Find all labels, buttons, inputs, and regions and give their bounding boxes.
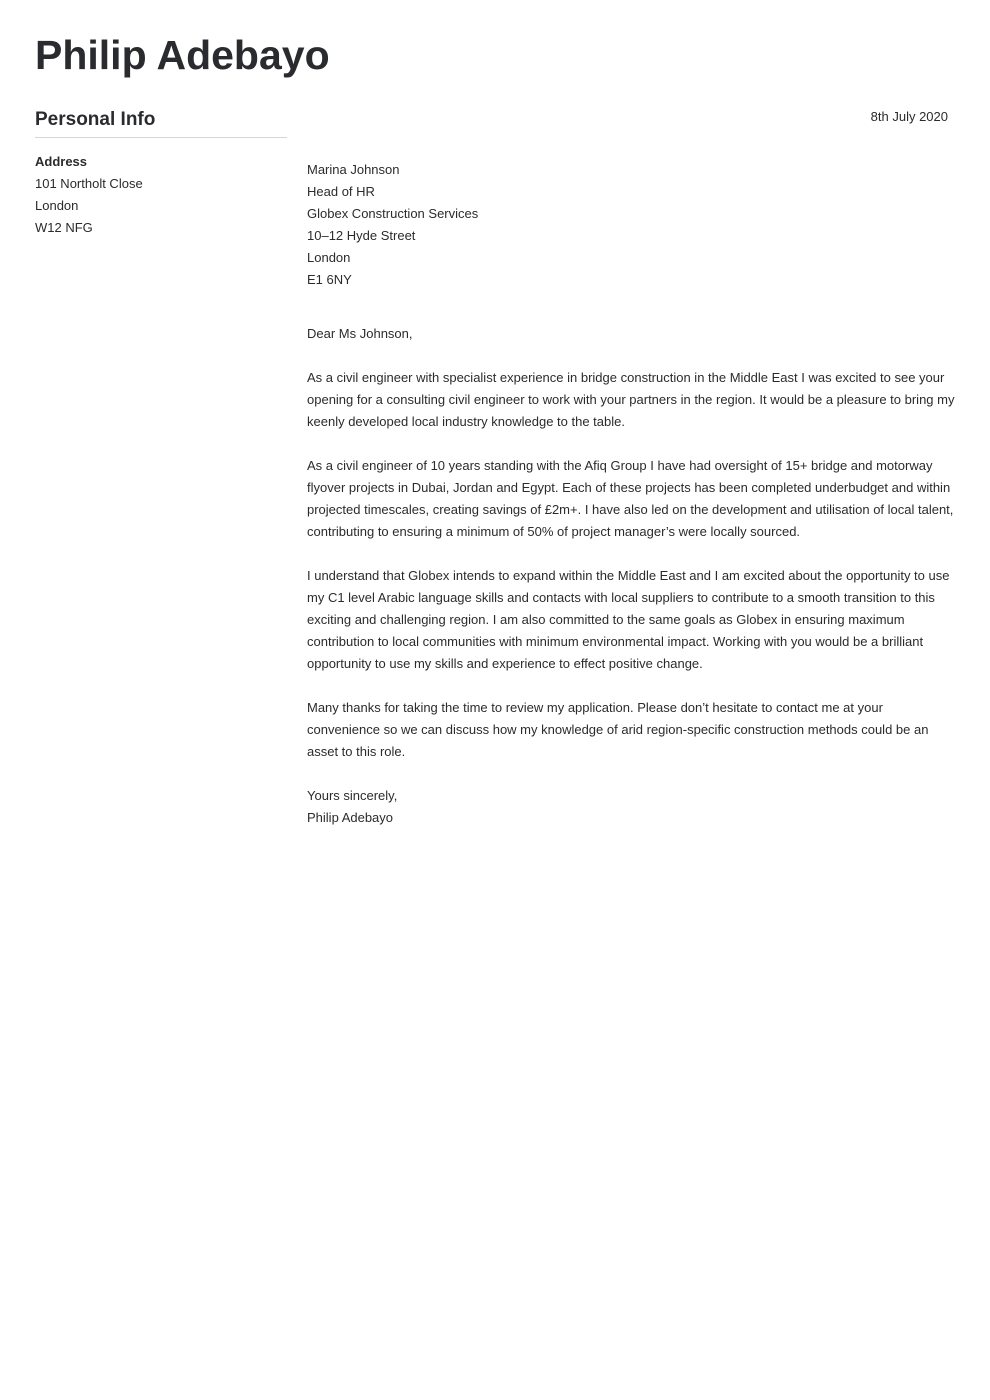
recipient-street: 10–12 Hyde Street (307, 228, 416, 243)
recipient-name: Marina Johnson (307, 162, 400, 177)
recipient-block (307, 159, 957, 291)
paragraph: As a civil engineer with specialist experience in bridge construction in the Middle East I was excited to see your opening for a consulting civil engineer to work with your partners in the region. It would be a pleasure to bring my keenly developed local industry knowledge to the table. (307, 370, 955, 429)
address-line: W12 NFG (35, 220, 93, 235)
sidebar (35, 108, 287, 239)
paragraph: As a civil engineer of 10 years standing with the Afiq Group I have had oversight of 15+ bridge and motorway flyover projects in Dubai, Jordan and Egypt. Each of these projects has been completed underbudget and within projected timescales, creating savings of £2m+. I have also led on the development and utilisation of local talent, contributing to ensuring a minimum of 50% of project manager’s were locally sourced. (307, 458, 954, 539)
recipient-title: Head of HR (307, 184, 375, 199)
address-line: 101 Northolt Close (35, 176, 143, 191)
recipient-city: London (307, 250, 351, 265)
recipient-postcode: E1 6NY (307, 272, 352, 287)
address-line: London (35, 198, 79, 213)
recipient-company: Globex Construction Services (307, 206, 479, 221)
letter-body (307, 159, 957, 829)
applicant-name: Philip Adebayo (35, 32, 330, 78)
personal-info-heading: Personal Info (35, 108, 287, 138)
letter-date: 8th July 2020 (870, 109, 948, 124)
paragraph: I understand that Globex intends to expand within the Middle East and I am excited about the opportunity to use my C1 level Arabic language skills and contacts with local suppliers to contribute to a smooth transition to this exciting and challenging region. I am also committed to the same goals as Globex in ensuring maximum contribution to local communities with minimum environmental impact. Working with you would be a brilliant opportunity to use my skills and experience to effect positive change. (307, 568, 950, 671)
closing: Yours sincerely, (307, 788, 398, 803)
signature: Philip Adebayo (307, 810, 394, 825)
paragraph: Many thanks for taking the time to review my application. Please don’t hesitate to contact me at your convenience so we can discuss how my knowledge of arid region-specific construction methods could be an asset to this role. (307, 700, 929, 759)
address-label: Address (35, 154, 88, 169)
salutation: Dear Ms Johnson, (307, 326, 413, 341)
